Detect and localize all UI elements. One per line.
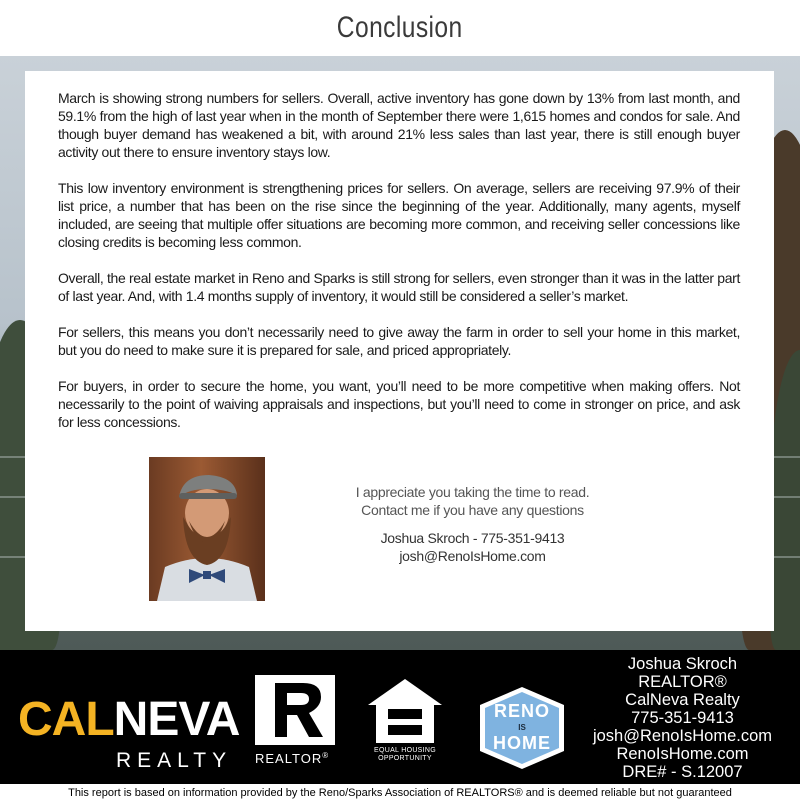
header [0, 0, 800, 56]
agent-portrait-icon [149, 457, 265, 601]
agent-website[interactable]: RenoIsHome.com [616, 745, 749, 763]
realtor-wordmark: REALTOR® [255, 751, 330, 766]
realtor-r-icon [255, 675, 335, 745]
paragraph: March is showing strong numbers for sellers. Overall, active inventory has gone down by 13% from last month, and 59.1% from the high of last year when in the month of September there were 1,615 homes and condos for sale. And though buyer demand has weakened a bit, with around 21% less sales than last year, there is still enough buyer activity out there to ensure inventory stays low. [58, 90, 740, 160]
paragraph: This low inventory environment is strengthening prices for sellers. On average, sellers are receiving 97.9% of their list price, a number that has been on the rise since the beginning of the year. Additionally, many agents, myself included, are seeing that multiple offer situations are becoming more common, and receiving seller concessions like closing credits is becoming less common. [58, 180, 740, 250]
disclaimer-text: This report is based on information provided by the Reno/Sparks Association of REALTORS® and is deemed reliable but not guaranteed [0, 784, 800, 803]
footer-bar [0, 650, 800, 784]
is-word: IS [518, 723, 526, 732]
realtor-logo [255, 675, 335, 771]
agent-contact-card [575, 655, 790, 781]
calneva-subtitle: REALTY [116, 749, 233, 772]
equal-housing-logo [362, 675, 448, 771]
reno-is-home-logo [478, 685, 566, 771]
contact-prompt-line: Contact me if you have any questions [361, 502, 584, 518]
paragraph: Overall, the real estate market in Reno and Sparks is still strong for sellers, even stronger than it was in the latter part of last year. And, with 1.4 months supply of inventory, it would still be considered a seller’s market. [58, 270, 740, 304]
calneva-realty-logo [18, 693, 240, 774]
paragraph: For buyers, in order to secure the home, you want, you’ll need to be more competitive when making offers. Not necessarily to the point of waiving appraisals and inspections, but you’ll need to come in stronger on price, and ask for less concessions. [58, 378, 740, 430]
agent-name-phone: Joshua Skroch - 775-351-9413 [380, 530, 565, 546]
agent-email-link[interactable]: josh@RenoIsHome.com [399, 548, 546, 564]
contact-info [315, 483, 630, 565]
paragraph: For sellers, this means you don’t necessarily need to give away the farm in order to sell your home in this market, but you do need to make sure it is prepared for sale, and priced appropriately. [58, 324, 740, 358]
agent-photo [149, 457, 265, 601]
calneva-wordmark: CALNEVA [18, 693, 240, 746]
agent-phone[interactable]: 775-351-9413 [631, 709, 734, 727]
agent-email[interactable]: josh@RenoIsHome.com [592, 727, 773, 745]
equal-housing-text: EQUAL HOUSING OPPORTUNITY [374, 747, 436, 762]
agent-name: Joshua Skroch [627, 655, 738, 673]
agent-title: REALTOR® [638, 673, 727, 691]
page-title: Conclusion [337, 11, 463, 44]
thank-you-line: I appreciate you taking the time to read. [355, 484, 590, 500]
home-word: HOME [493, 733, 551, 753]
conclusion-text [58, 89, 740, 449]
agent-license: DRE# - S.12007 [622, 763, 743, 781]
reno-word: RENO [493, 701, 550, 721]
equal-housing-icon [362, 675, 448, 745]
content-card [25, 71, 774, 631]
agent-company: CalNeva Realty [625, 691, 740, 709]
